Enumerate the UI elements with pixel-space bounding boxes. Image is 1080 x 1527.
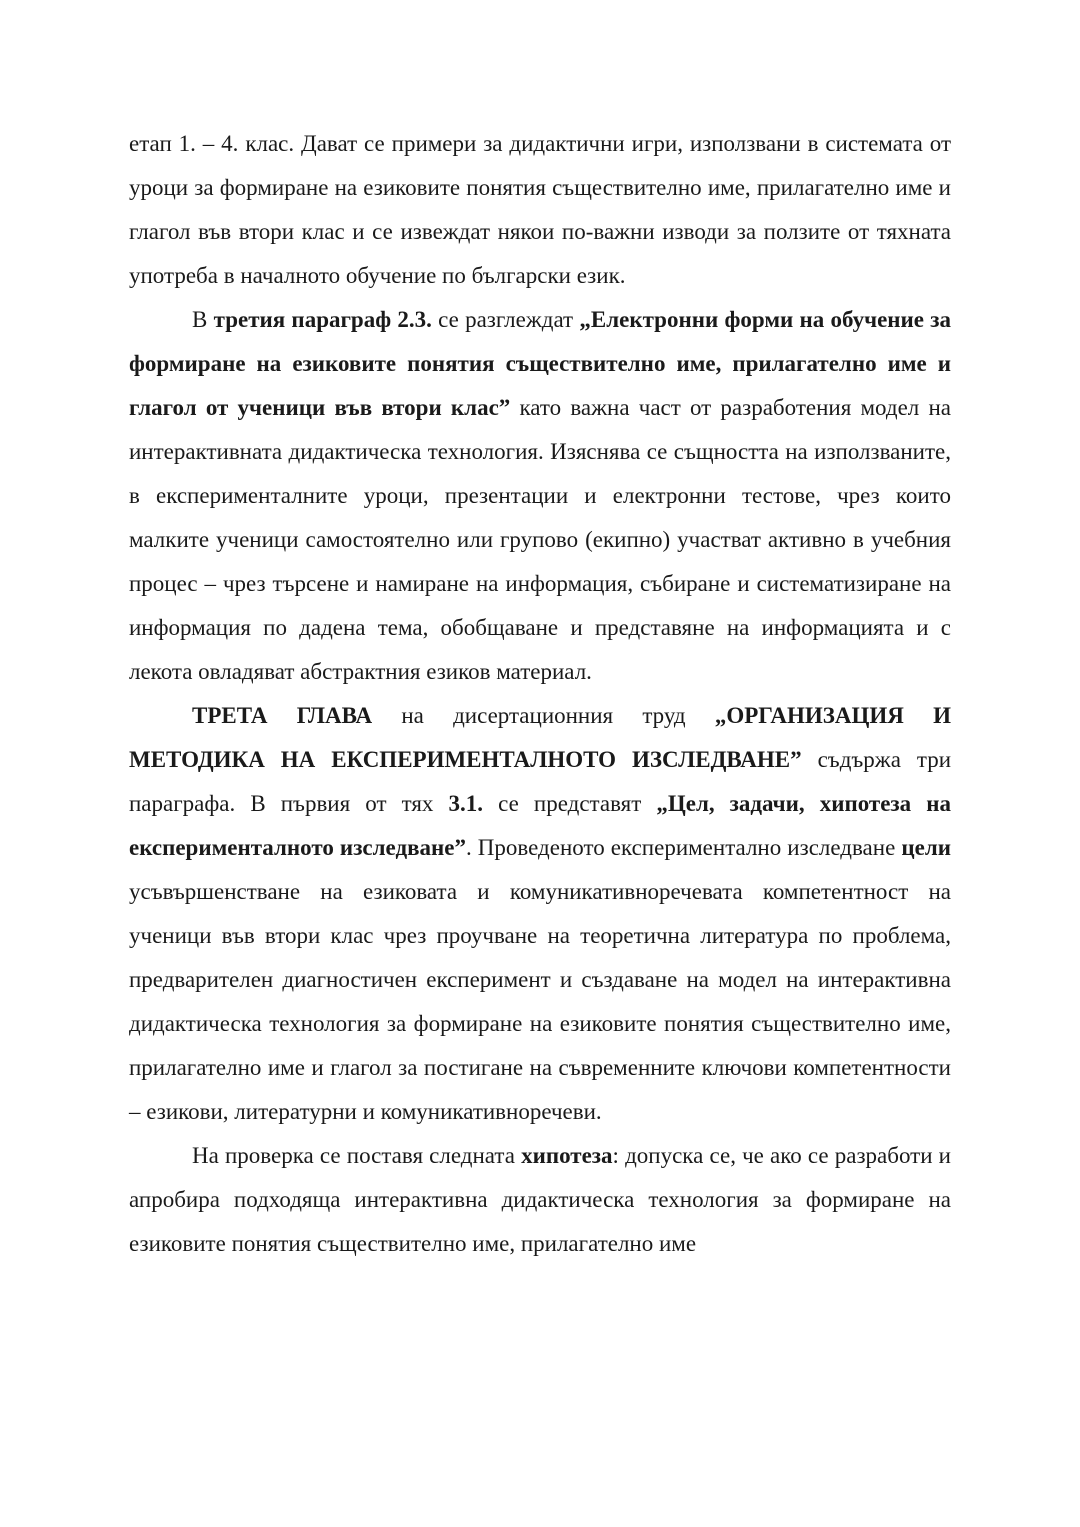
paragraph-chapter-three bbox=[129, 694, 951, 1134]
text-run: В bbox=[192, 307, 214, 332]
text-run: На проверка се поставя следната bbox=[192, 1143, 522, 1168]
paragraph-section-2-3 bbox=[129, 298, 951, 694]
bold-text-run: хипотеза bbox=[521, 1143, 613, 1168]
bold-text-run: „Електронни форми на обучение за формиране на езиковите понятия съществително име, прилагателно име и глагол от ученици във втори клас” bbox=[129, 307, 952, 420]
text-run: усъвършенстване на езиковата и комуникативноречевата компетентност на ученици във втори клас чрез проучване на теоретична литература по проблема, предварителен диагностичен експеримент и създаване на модел на интерактивна дидактическа технология за формиране на езиковите понятия съществително име, прилагателно име и глагол за постигане на съвременните ключови компетентности – езикови, литературни и комуникативноречеви. bbox=[129, 879, 951, 1124]
text-run: . Проведеното експериментално изследване bbox=[465, 835, 902, 860]
bold-text-run: цели bbox=[901, 835, 951, 860]
bold-text-run: 3.1. bbox=[448, 791, 484, 816]
bold-text-run: третия параграф 2.3. bbox=[213, 307, 432, 332]
paragraph-hypothesis bbox=[129, 1134, 951, 1266]
text-run: като важна част от разработения модел на интерактивната дидактическа технология. Изяснява се същността на използваните, в експерименталните уроци, презентации и електронни тестове, чрез които малките ученици самостоятелно или групово (екипно) участват активно в учебния процес – чрез търсене и намиране на информация, събиране и систематизиране на информация по дадена тема, обобщаване и представяне на информацията и с лекота овладяват абстрактния езиков материал. bbox=[129, 395, 951, 684]
text-run: съдържа три параграфа. В първия от тях bbox=[129, 747, 951, 816]
text-run: етап 1. – 4. клас. Дават се примери за дидактични игри, използвани в системата от уроци за формиране на езиковите понятия съществително име, прилагателно име и глагол във втори клас и се извеждат някои по-важни изводи за ползите от тяхната употреба в началното обучение по български език. bbox=[129, 131, 951, 288]
document-page bbox=[129, 122, 951, 1266]
bold-text-run: ТРЕТА ГЛАВА bbox=[192, 703, 373, 728]
bold-text-run: „ОРГАНИЗАЦИЯ И МЕТОДИКА НА ЕКСПЕРИМЕНТАЛНОТО ИЗСЛЕДВАНЕ” bbox=[129, 703, 951, 772]
bold-text-run: „Цел, задачи, хипотеза на експерименталното изследване” bbox=[129, 791, 951, 860]
text-run: на дисертационния труд bbox=[372, 703, 715, 728]
text-run: се представят bbox=[483, 791, 657, 816]
text-run: : допуска се, че ако се разработи и апробира подходяща интерактивна дидактическа технология за формиране на езиковите понятия съществително име, прилагателно име bbox=[129, 1143, 951, 1256]
paragraph-stage-games bbox=[129, 122, 951, 298]
text-run: се разглеждат bbox=[431, 307, 580, 332]
